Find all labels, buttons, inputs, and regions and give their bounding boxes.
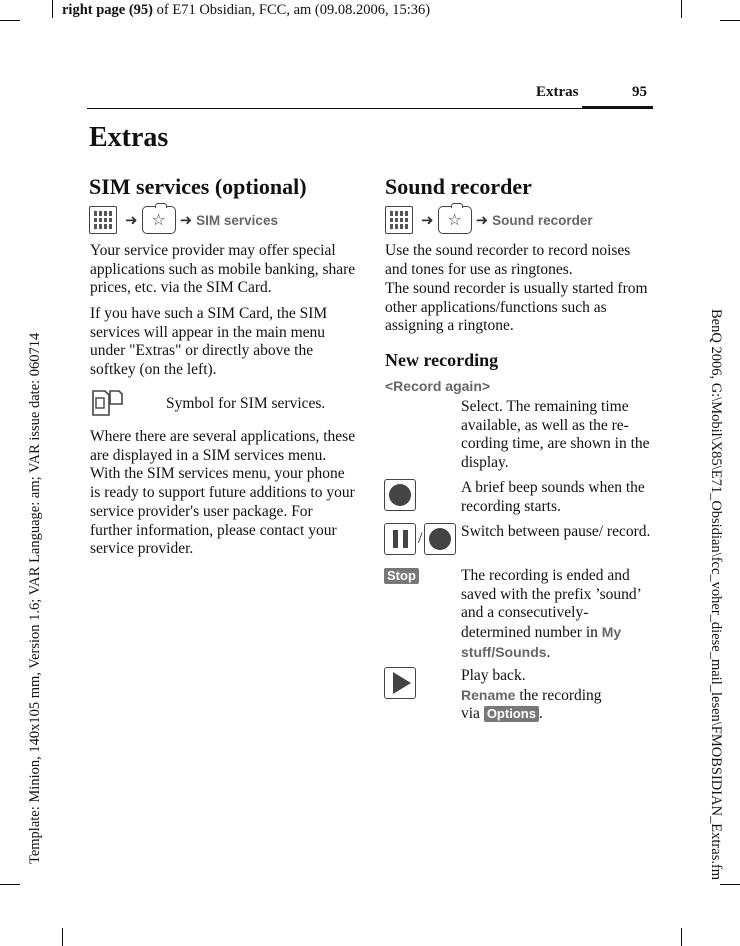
- play-text: Play back.: [461, 667, 526, 684]
- header-rule-accent: [582, 106, 653, 109]
- menu-grid-icon: [89, 206, 117, 234]
- via-text: via: [461, 705, 484, 723]
- rename-text: the recording: [515, 686, 602, 704]
- sim-path-label: SIM services: [196, 212, 278, 228]
- stop-softkey: [384, 567, 419, 585]
- sim-heading: SIM services (optional): [89, 174, 307, 199]
- sounds-folder-path: My stuff/Sounds: [461, 624, 622, 660]
- sim-paragraph-1: Your service provider may offer special applications such as mobile banking, share prices, etc. via the SIM Card.: [90, 242, 356, 297]
- record-dot-icon: [384, 479, 416, 511]
- options-softkey-label: Options: [484, 706, 539, 722]
- options-period: .: [538, 705, 543, 723]
- record-again-description: Select. The remaining time available, as well as the re-cording time, are shown in the display.: [461, 398, 650, 472]
- play-description: [461, 667, 657, 724]
- recorder-menu-path: [385, 206, 593, 234]
- recorder-path-label: Sound recorder: [492, 212, 593, 228]
- favourites-star-icon: ☆: [438, 206, 472, 234]
- pause-icon: [384, 523, 416, 555]
- key-separator: /: [418, 530, 423, 547]
- crop-mark: [52, 0, 53, 18]
- recorder-heading: Sound recorder: [385, 174, 532, 199]
- arrow-right-icon: ➜: [179, 212, 193, 229]
- play-icon: [384, 667, 416, 699]
- menu-grid-icon: [385, 206, 413, 234]
- sim-paragraph-2: If you have such a SIM Card, the SIM services will appear in the main menu under "Extras" or directly above the softkey (on the left).: [90, 305, 328, 379]
- pause-description: Switch between pause/ record.: [461, 523, 651, 540]
- favourites-star-icon: ☆: [142, 206, 176, 234]
- record-dot-icon: [424, 523, 456, 555]
- crop-mark: [681, 0, 682, 18]
- crop-mark: [720, 884, 740, 885]
- header-rule: [87, 108, 653, 109]
- recorder-intro-2: The sound recorder is usually started from other applications/functions such as assigning a ringtone.: [385, 280, 648, 335]
- sim-menu-path: [89, 206, 278, 234]
- stop-description: [461, 567, 657, 663]
- stop-text: The recording is ended and saved with the prefix ’sound’ and a consecutively-determined number in: [461, 567, 641, 642]
- arrow-right-icon: ➜: [421, 212, 434, 229]
- record-again-label: <Record again>: [385, 378, 491, 394]
- template-info: Template: Minion, 140x105 mm, Version 1.6; VAR Language: am; VAR issue date: 060714: [27, 332, 43, 864]
- crop-mark: [0, 20, 20, 21]
- sim-card-icon: [90, 388, 124, 423]
- file-path-info: BenQ 2006, G:\Mobil\X85\E71_Obsidian\fcc_voher_diese_mail_lesen\FMOBSIDIAN_Extras.fm: [708, 308, 724, 880]
- new-recording-heading: New recording: [385, 350, 499, 370]
- sim-paragraph-3: Where there are several applications, these are displayed in a SIM services menu. With the SIM services menu, your phone is ready to support future additions to your service provider's user package. For further information, please contact your service provider.: [90, 428, 356, 558]
- page-title: Extras: [89, 122, 169, 153]
- print-page-label: right page (95): [62, 2, 154, 18]
- rename-label: Rename: [461, 686, 516, 703]
- arrow-right-icon: ➜: [125, 212, 138, 229]
- running-header-title: Extras: [536, 84, 579, 100]
- crop-mark: [62, 928, 63, 946]
- crop-mark: [0, 884, 20, 885]
- stop-softkey-label: Stop: [384, 568, 419, 584]
- arrow-right-icon: ➜: [475, 212, 489, 229]
- beep-description: A brief beep sounds when the recording starts.: [461, 479, 645, 515]
- print-source: of E71 Obsidian, FCC, am (09.08.2006, 15:36): [156, 2, 431, 18]
- stop-period: .: [546, 643, 551, 661]
- print-info: [62, 2, 430, 19]
- recorder-intro-1: Use the sound recorder to record noises and tones for use as ringtones.: [385, 242, 631, 278]
- crop-mark: [681, 928, 682, 946]
- sim-symbol-caption: Symbol for SIM services.: [166, 395, 326, 412]
- page-number: 95: [632, 84, 647, 100]
- pause-record-keys: [384, 523, 456, 555]
